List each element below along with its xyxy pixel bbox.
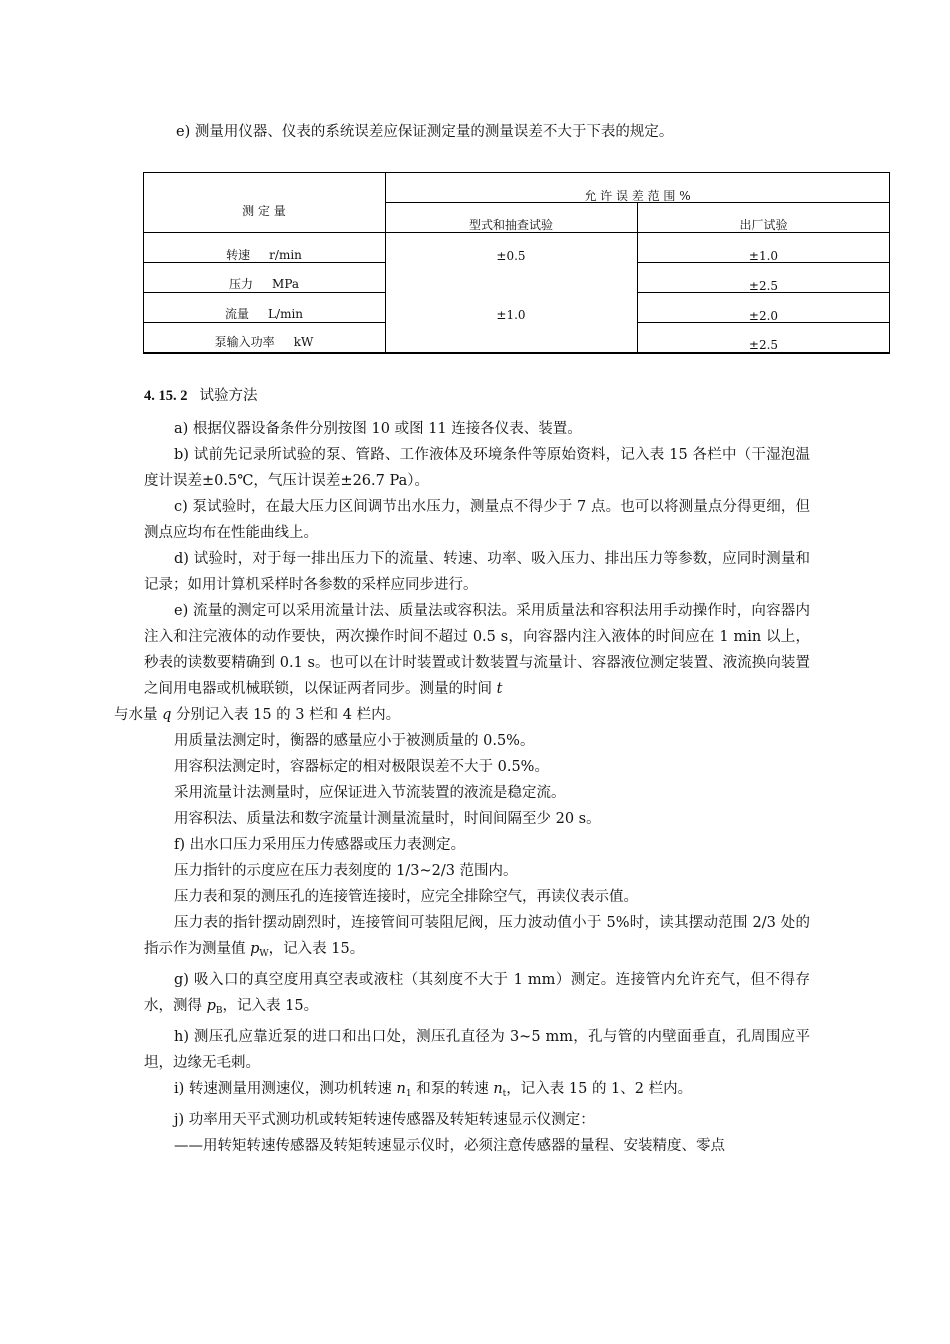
paragraph-i-text: i) 转速测量用测速仪，测功机转速: [174, 1081, 392, 1097]
header-quantity: 测 定 量: [242, 204, 286, 218]
paragraph-flowmeter-method: 采用流量计法测量时，应保证进入节流装置的液流是稳定流。: [174, 785, 566, 801]
table-border-bottom: [143, 352, 890, 354]
table-divider-horizontal: [143, 292, 386, 293]
paragraph-volume-method: 用容积法测定时，容器标定的相对极限误差不大于 0.5%。: [174, 759, 549, 775]
paragraph-f: f) 出水口压力采用压力传感器或压力表测定。: [174, 837, 466, 853]
error-tolerance-table: [143, 172, 890, 353]
paragraph-f-swing-text: 压力表的指针摆动剧烈时，连接管间可装阻尼阀，压力波动值小于 5%时，读其摆动范围 2/3 处的指示作为测量值: [144, 915, 810, 957]
symbol-nt: n: [493, 1081, 503, 1097]
section-number: 4. 15. 2: [144, 388, 188, 404]
row-power-quantity: 泵输入功率 kW: [214, 335, 314, 349]
paragraph-h: h) 测压孔应靠近泵的进口和出口处，测压孔直径为 3~5 mm，孔与管的内壁面垂直，孔周围应平坦，边缘无毛刺。: [144, 1029, 810, 1071]
section-title: 试验方法: [199, 388, 258, 404]
paragraph-j: j) 功率用天平式测功机或转矩转速传感器及转矩转速显示仪测定：: [174, 1112, 595, 1128]
paragraph-i-text-2: 和泵的转速: [416, 1081, 489, 1097]
row-power-factory: ±2.5: [748, 338, 779, 352]
symbol-pw: p: [250, 941, 260, 957]
paragraph-g-text: g) 吸入口的真空度用真空表或液柱（其刻度不大于 1 mm）测定。连接管内允许充气，但不得存水，测得: [144, 972, 810, 1014]
symbol-pb-subscript: B: [215, 1006, 223, 1016]
symbol-n1-subscript: 1: [405, 1089, 412, 1099]
symbol-nt-subscript: t: [502, 1089, 507, 1099]
intro-line: e) 测量用仪器、仪表的系统误差应保证测定量的测量误差不大于下表的规定。: [176, 124, 674, 140]
table-border-left: [143, 172, 144, 354]
paragraph-interval: 用容积法、质量法和数字流量计测量流量时，时间间隔至少 20 s。: [174, 811, 601, 827]
paragraph-e-text-3: 分别记入表 15 的 3 栏和 4 栏内。: [176, 707, 401, 723]
paragraph-j-dash: ——用转矩转速传感器及转矩转速显示仪时，必须注意传感器的量程、安装精度、零点: [174, 1138, 725, 1154]
paragraph-e-text: e) 流量的测定可以采用流量计法、质量法或容积法。采用质量法和容积法用手动操作时，向容器内注入和注完液体的动作要快，两次操作时间不超过 0.5 s，向容器内注入液体的时间应在 1 min 以上，秒表的读数要精确到 0.1 s。也可以在计时装置或计数装置与流量计、容器液位测定装置、液流换向装置之间用电器或机械联锁，以保证两者同步。测量的时间: [144, 603, 810, 697]
paragraph-mass-method: 用质量法测定时，衡器的感量应小于被测质量的 0.5%。: [174, 733, 535, 749]
row-pressure-factory: ±2.5: [748, 279, 779, 293]
row-flow-factory: ±2.0: [748, 309, 779, 323]
paragraph-b: b) 试前先记录所试验的泵、管路、工作液体及环境条件等原始资料，记入表 15 各栏中（干湿泡温度计误差±0.5℃，气压计误差±26.7 Pa）。: [144, 447, 810, 489]
paragraph-i: [144, 1076, 810, 1107]
table-divider-horizontal: [143, 232, 890, 233]
row-pressure-quantity: 压力 MPa: [228, 277, 300, 291]
paragraph-g-text-2: ，记入表 15。: [222, 998, 319, 1014]
paragraph-d: d) 试验时，对于每一排出压力下的流量、转速、功率、吸入压力、排出压力等参数，应同时测量和记录；如用计算机采样时各参数的采样应同步进行。: [144, 551, 810, 593]
paragraph-e: [114, 598, 810, 728]
subheader-type-test: 型式和抽查试验: [468, 218, 553, 232]
row-flow-quantity: 流量 L/min: [224, 307, 304, 321]
row-speed-quantity: 转速 r/min: [226, 248, 302, 262]
table-divider-horizontal: [143, 262, 386, 263]
symbol-n1: n: [396, 1081, 406, 1097]
table-border-top: [143, 172, 890, 173]
header-allowed-error: 允 许 误 差 范 围 %: [584, 189, 691, 203]
paragraph-c: c) 泵试验时，在最大压力区间调节出水压力，测量点不得少于 7 点。也可以将测量点分得更细，但测点应均布在性能曲线上。: [144, 499, 810, 541]
row-speed-factory: ±1.0: [748, 249, 779, 263]
symbol-q: q: [162, 707, 172, 723]
paragraph-a: a) 根据仪器设备条件分别按图 10 或图 11 连接各仪表、装置。: [174, 421, 582, 437]
row-speed-type-test: ±0.5: [496, 249, 526, 263]
paragraph-f-range: 压力指针的示度应在压力表刻度的 1/3~2/3 范围内。: [174, 863, 518, 879]
symbol-pw-subscript: W: [259, 949, 269, 959]
subheader-factory-test: 出厂试验: [739, 218, 788, 232]
symbol-t: t: [496, 681, 503, 697]
section-heading: [144, 386, 258, 406]
paragraph-i-text-3: ，记入表 15 的 1、2 栏内。: [506, 1081, 693, 1097]
paragraph-g: [144, 967, 810, 1024]
paragraph-f-air: 压力表和泵的测压孔的连接管连接时，应完全排除空气，再读仪表示值。: [174, 889, 638, 905]
paragraph-f-swing: [144, 910, 810, 967]
symbol-pb: p: [206, 998, 216, 1014]
table-divider-horizontal: [143, 322, 386, 323]
paragraph-e-text-2: 与水量: [114, 707, 158, 723]
paragraph-f-swing-text-2: ，记入表 15。: [268, 941, 365, 957]
test-method-body: [114, 416, 810, 1159]
merged-type-test-value: ±1.0: [496, 308, 526, 322]
